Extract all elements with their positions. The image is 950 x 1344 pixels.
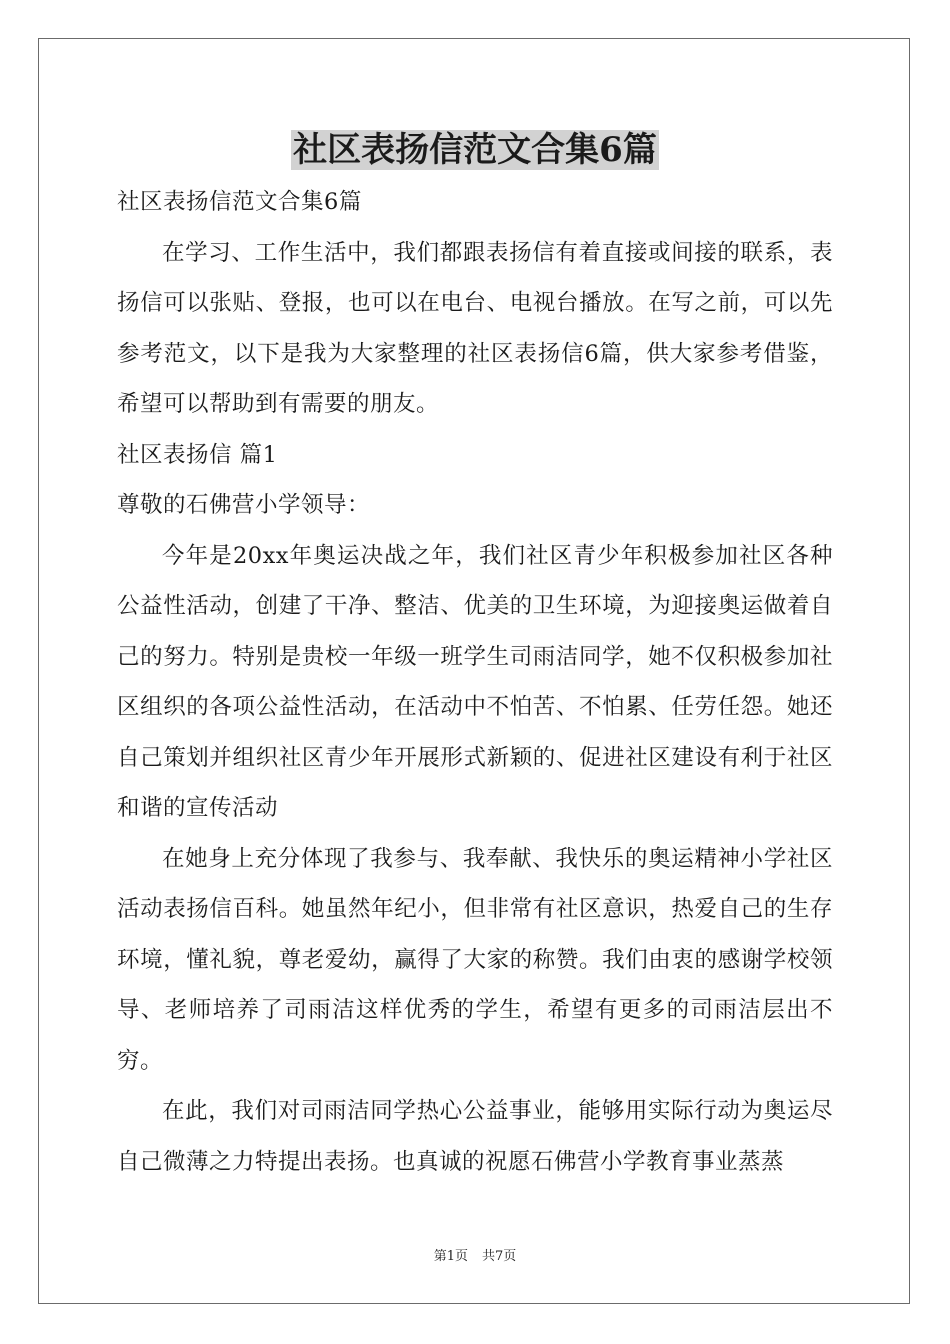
page-number: 第1页 <box>433 1249 468 1264</box>
section-heading: 社区表扬信 篇1 <box>117 441 278 468</box>
document-title <box>0 128 950 172</box>
page-footer <box>0 1248 950 1266</box>
page-total: 共7页 <box>482 1249 517 1264</box>
document-title-text: 社区表扬信范文合集6篇 <box>293 130 657 170</box>
document-subtitle: 社区表扬信范文合集6篇 <box>117 189 362 215</box>
salutation: 尊敬的石佛营小学领导： <box>117 492 371 518</box>
body-paragraph: 今年是20xx年奥运决战之年，我们社区青少年积极参加社区各种公益性活动，创建了干净、整洁、优美的卫生环境，为迎接奥运做着自己的努力。特别是贵校一年级一班学生司雨洁同学，她不仅积极参加社区组织的各项公益性活动，在活动中不怕苦、不怕累、任劳任怨。她还自己策划并组织社区青少年开展形式新颖的、促进社区建设有利于社区和谐的宣传活动 <box>117 542 833 821</box>
body-paragraph: 在她身上充分体现了我参与、我奉献、我快乐的奥运精神小学社区活动表扬信百科。她虽然年纪小，但非常有社区意识，热爱自己的生存环境，懂礼貌，尊老爱幼，赢得了大家的称赞。我们由衷的感谢学校领导、老师培养了司雨洁这样优秀的学生，希望有更多的司雨洁层出不穷。 <box>117 845 833 1074</box>
intro-paragraph: 在学习、工作生活中，我们都跟表扬信有着直接或间接的联系，表扬信可以张贴、登报，也可以在电台、电视台播放。在写之前，可以先参考范文，以下是我为大家整理的社区表扬信6篇，供大家参考借鉴，希望可以帮助到有需要的朋友。 <box>117 239 833 417</box>
document-body <box>117 177 833 1187</box>
body-paragraph: 在此，我们对司雨洁同学热心公益事业，能够用实际行动为奥运尽自己微薄之力特提出表扬。也真诚的祝愿石佛营小学教育事业蒸蒸 <box>117 1098 833 1175</box>
